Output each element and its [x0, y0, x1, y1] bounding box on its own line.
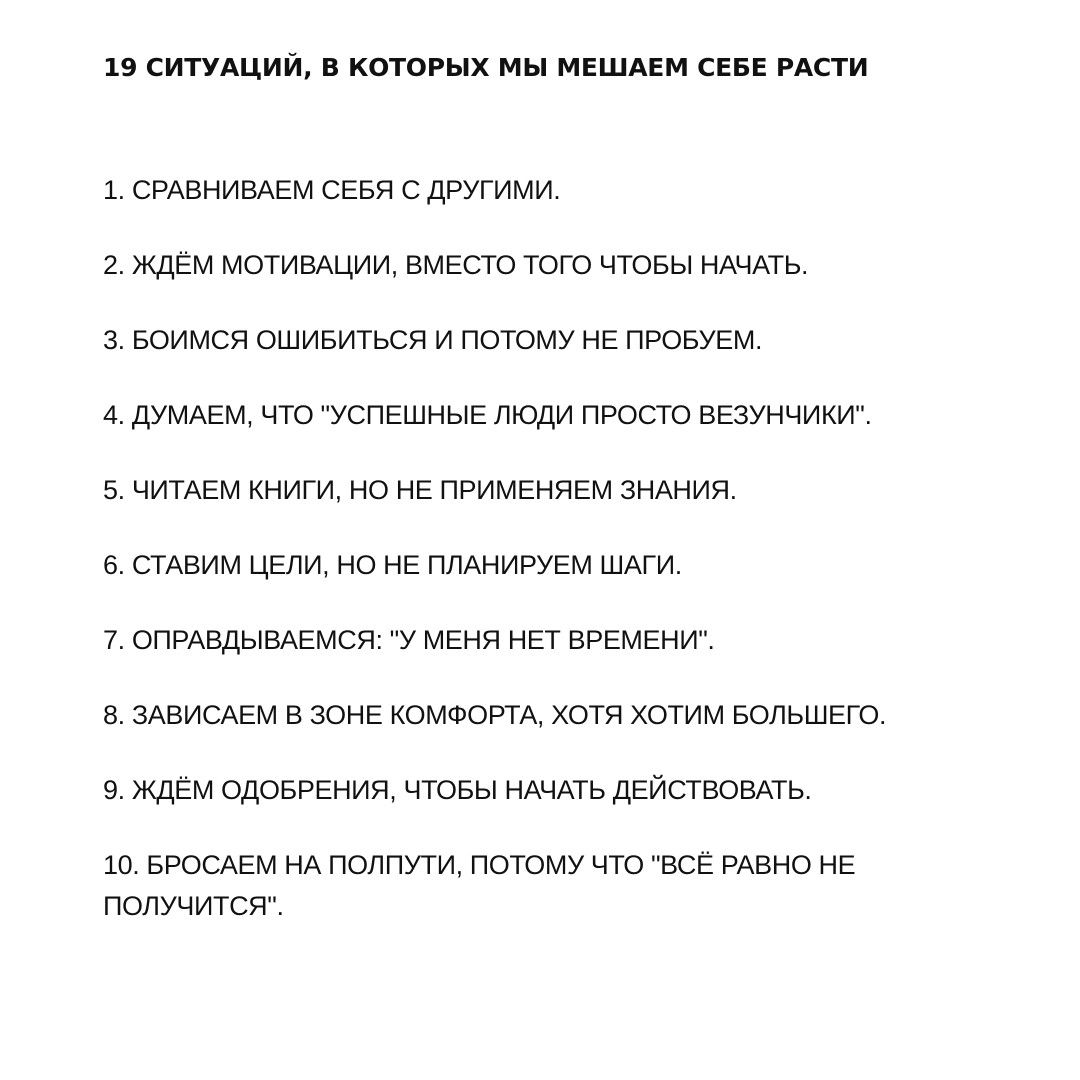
list-item: 6. СТАВИМ ЦЕЛИ, НО НЕ ПЛАНИРУЕМ ШАГИ.: [103, 550, 682, 580]
page-title: 19 СИТУАЦИЙ, В КОТОРЫХ МЫ МЕШАЕМ СЕБЕ РАСТИ: [103, 53, 869, 82]
list-item: 10. БРОСАЕМ НА ПОЛПУТИ, ПОТОМУ ЧТО "ВСЁ РАВНО НЕ ПОЛУЧИТСЯ".: [103, 850, 856, 921]
list-item: 9. ЖДЁМ ОДОБРЕНИЯ, ЧТОБЫ НАЧАТЬ ДЕЙСТВОВАТЬ.: [103, 775, 812, 805]
situations-list: [103, 170, 983, 961]
list-item: 2. ЖДЁМ МОТИВАЦИИ, ВМЕСТО ТОГО ЧТОБЫ НАЧАТЬ.: [103, 250, 809, 280]
list-item: 5. ЧИТАЕМ КНИГИ, НО НЕ ПРИМЕНЯЕМ ЗНАНИЯ.: [103, 475, 737, 505]
list-item: 4. ДУМАЕМ, ЧТО "УСПЕШНЫЕ ЛЮДИ ПРОСТО ВЕЗУНЧИКИ".: [103, 400, 872, 430]
list-item: 8. ЗАВИСАЕМ В ЗОНЕ КОМФОРТА, ХОТЯ ХОТИМ БОЛЬШЕГО.: [103, 700, 887, 730]
list-item: 3. БОИМСЯ ОШИБИТЬСЯ И ПОТОМУ НЕ ПРОБУЕМ.: [103, 325, 763, 355]
list-item: 1. СРАВНИВАЕМ СЕБЯ С ДРУГИМИ.: [103, 175, 561, 205]
list-item: 7. ОПРАВДЫВАЕМСЯ: "У МЕНЯ НЕТ ВРЕМЕНИ".: [103, 625, 715, 655]
